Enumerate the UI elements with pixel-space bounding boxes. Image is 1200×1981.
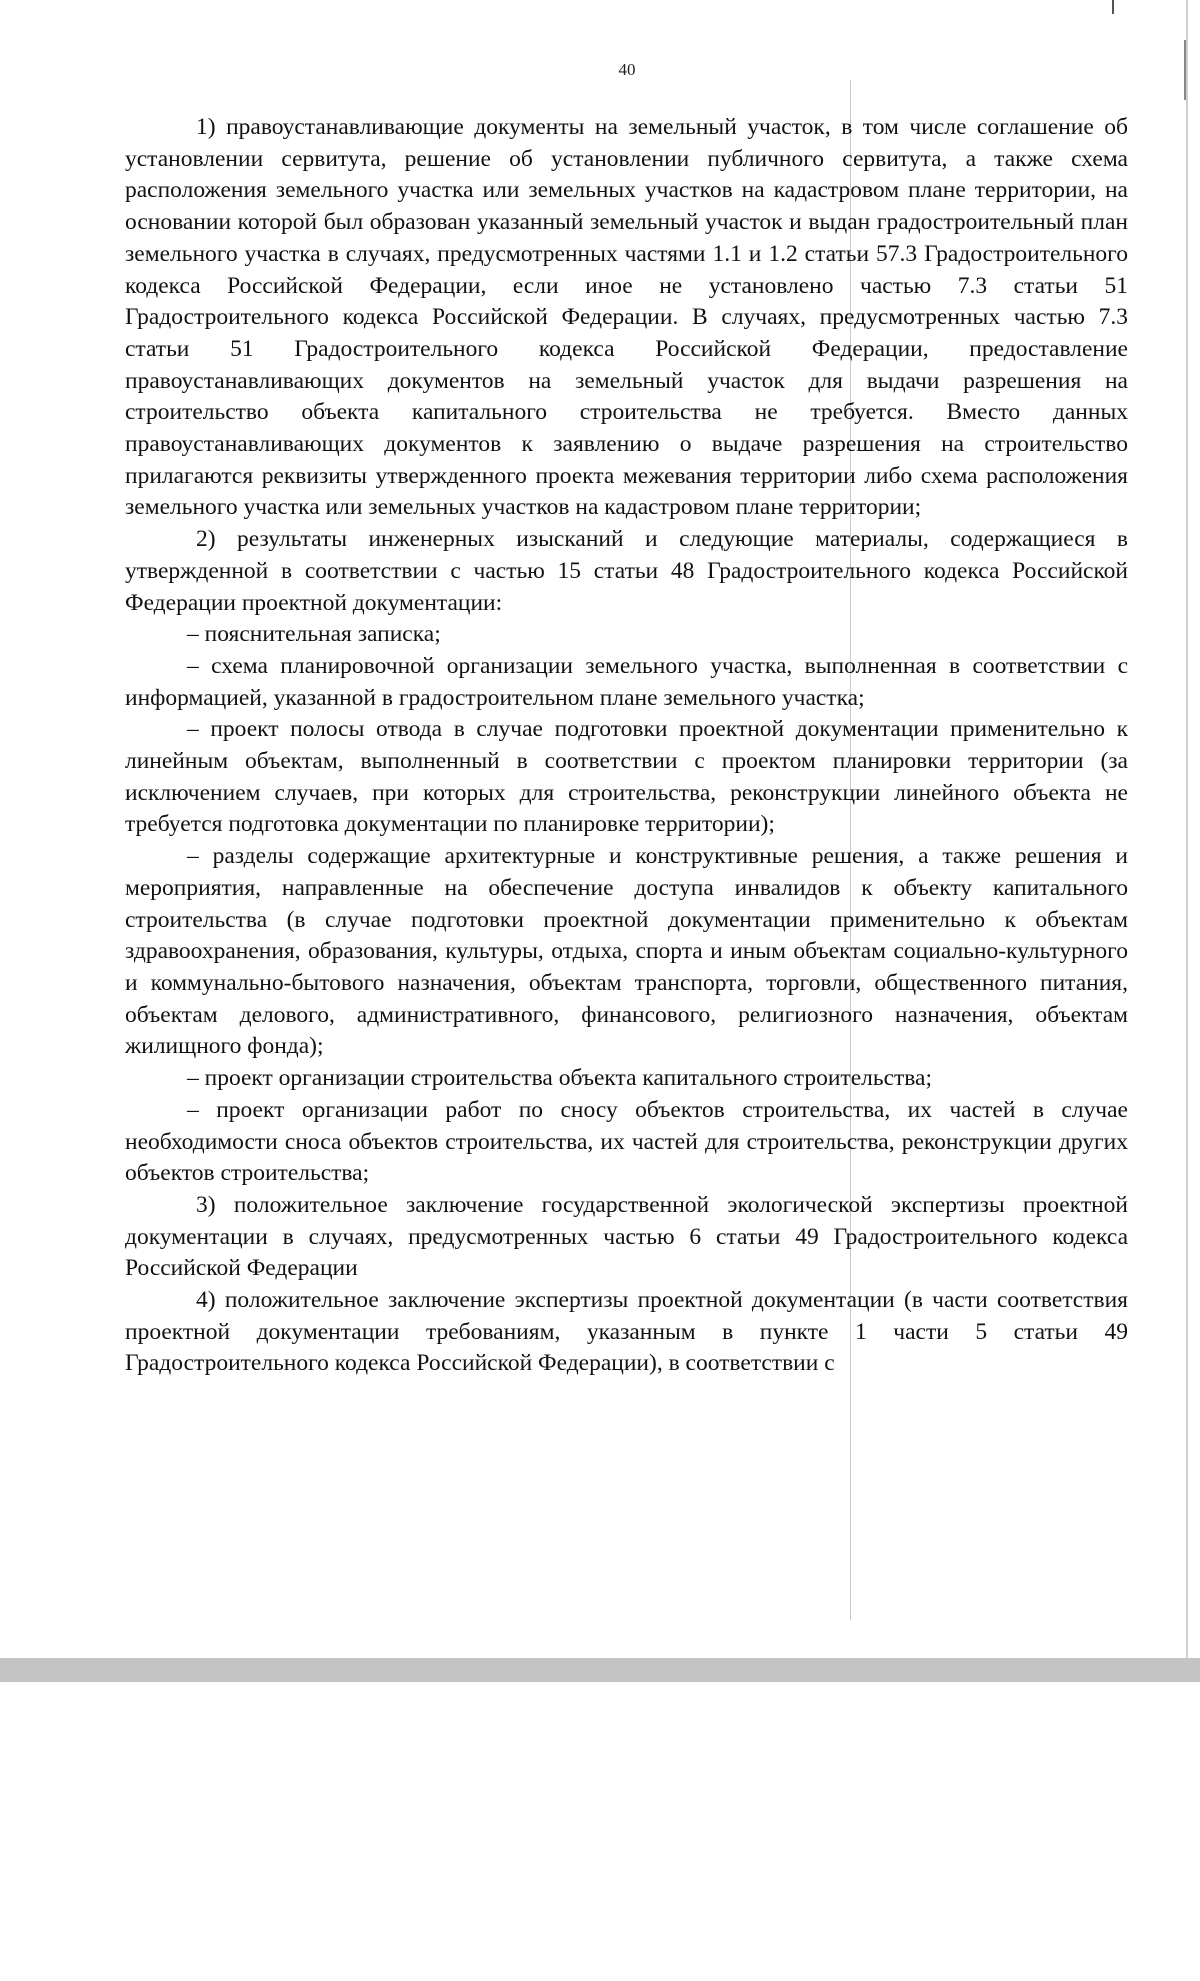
list-item-construction-organization: – проект организации строительства объекта капитального строительства; bbox=[187, 1065, 933, 1092]
paragraph-item-1: 1) правоустанавливающие документы на земельный участок, в том числе соглашение об установлении сервитута, решение об установлении публичного сервитута, а также схема расположения земельного участка или земельных участков на кадастровом плане территории, на основании которой был образован указанный земельный участок и выдан градостроительный план земельного участка в случаях, предусмотренных частями 1.1 и 1.2 статьи 57.3 Градостроительного кодекса Российской Федерации, если иное не установлено частью 7.3 статьи 51 Градостроительного кодекса Российской Федерации. В случаях, предусмотренных частью 7.3 статьи 51 Градостроительного кодекса Российской Федерации, предоставление правоустанавливающих документов на земельный участок для выдачи разрешения на строительство объекта капитального строительства не требуется. Вместо данных правоустанавливающих документов к заявлению о выдаче разрешения на строительство прилагаются реквизиты утвержденного проекта межевания территории либо схема расположения земельного участка или земельных участков на кадастровом плане территории; bbox=[125, 114, 1128, 521]
list-item-demolition-project: – проект организации работ по сносу объектов строительства, их частей в случае необходимости сноса объектов строительства, их частей для строительства, реконструкции других объектов строительства; bbox=[125, 1096, 1128, 1187]
paragraph-item-4: 4) положительное заключение экспертизы проектной документации (в части соответствия проектной документации требованиям, указанным в пункте 1 части 5 статьи 49 Градостроительного кодекса Российской Федерации), в соответствии с bbox=[125, 1287, 1128, 1377]
document-body bbox=[125, 112, 1128, 1380]
page-number: 40 bbox=[618, 60, 636, 79]
paragraph-item-2: 2) результаты инженерных изысканий и следующие материалы, содержащиеся в утвержденной в соответствии с частью 15 статьи 48 Градостроительного кодекса Российской Федерации проектной документации: bbox=[125, 526, 1128, 616]
scan-edge-mark bbox=[1112, 0, 1114, 14]
list-item-site-plan: – схема планировочной организации земельного участка, выполненная в соответствии с информацией, указанной в градостроительном плане земельного участка; bbox=[125, 652, 1128, 711]
blank-area bbox=[0, 1682, 1200, 1981]
scan-bottom-border bbox=[0, 1658, 1200, 1682]
list-item-right-of-way: – проект полосы отвода в случае подготовки проектной документации применительно к линейным объектам, выполненный в соответствии с проектом планировки территории (за исключением случаев, при которых для строительства, реконструкции линейного объекта не требуется подготовка документации по планировке территории); bbox=[125, 716, 1128, 838]
list-item-architectural-sections: – разделы содержащие архитектурные и конструктивные решения, а также решения и мероприятия, направленные на обеспечение доступа инвалидов к объекту капитального строительства (в случае подготовки проектной документации применительно к объектам здравоохранения, образования, культуры, отдыха, спорта и иным объектам социально-культурного и коммунально-бытового назначения, объектам транспорта, торговли, общественного питания, объектам делового, административного, финансового, религиозного назначения, объектам жилищного фонда); bbox=[125, 843, 1128, 1060]
paragraph-item-3: 3) положительное заключение государственной экологической экспертизы проектной документации в случаях, предусмотренных частью 6 статьи 49 Градостроительного кодекса Российской Федерации bbox=[125, 1191, 1128, 1282]
list-item-explanatory-note: – пояснительная записка; bbox=[187, 621, 441, 648]
